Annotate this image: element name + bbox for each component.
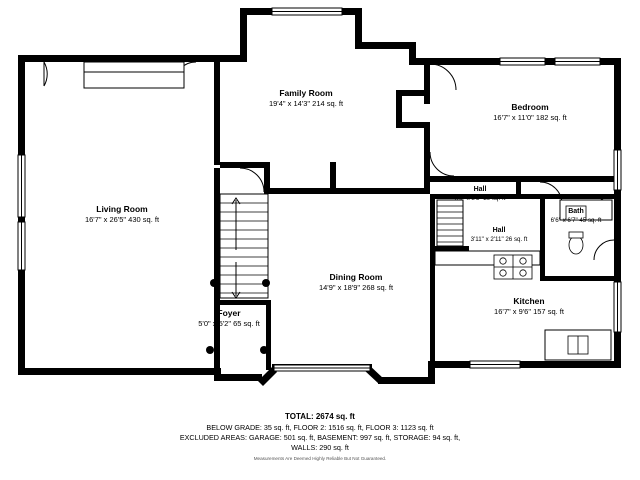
room-name: Dining Room [329,272,383,282]
room-name: Family Room [279,88,333,98]
door-swings [44,62,614,260]
total-area: TOTAL: 2674 sq. ft [285,412,355,421]
room-dims: 16'7" x 11'0" 182 sq. ft [493,112,567,122]
room-dims: 16'7" x 9'6" 157 sq. ft [494,306,564,316]
room-name: Kitchen [513,296,545,306]
room-dims: 8'9" x 3'3" 29 sq. ft [454,194,506,202]
stairs-main [220,194,268,298]
room-dims: 16'7" x 26'5" 430 sq. ft [84,214,160,224]
closet-shelving [84,62,184,88]
room-name: Foyer [217,308,241,318]
stairs-secondary [437,200,463,246]
room-dims: 19'4" x 14'3" 214 sq. ft [268,98,344,108]
disclaimer-text: Measurements Are Deemed Highly Reliable But Not Guaranteed. [253,456,387,461]
below-grade-line: BELOW GRADE: 35 sq. ft, FLOOR 2: 1516 sq. ft, FLOOR 3: 1123 sq. ft [206,423,434,432]
excluded-areas-line: EXCLUDED AREAS: GARAGE: 501 sq. ft, BASEMENT: 997 sq. ft, STORAGE: 94 sq. ft, [179,433,461,442]
walls-line: WALLS: 290 sq. ft [291,443,349,452]
room-dims: 14'9" x 18'9" 268 sq. ft [318,282,394,292]
room-dims: 6'6" x 6'7" 45 sq. ft [550,216,602,224]
room-dims: 5'0" x 5'2" 65 sq. ft [198,318,260,328]
area-summary [0,412,640,461]
room-name: Bedroom [511,102,549,112]
room-name: Living Room [96,204,148,214]
room-name: Hall [473,186,487,193]
room-name: Hall [492,227,506,234]
room-dims: 3'11" x 2'11" 26 sq. ft [470,235,528,243]
room-name: Bath [568,208,584,215]
